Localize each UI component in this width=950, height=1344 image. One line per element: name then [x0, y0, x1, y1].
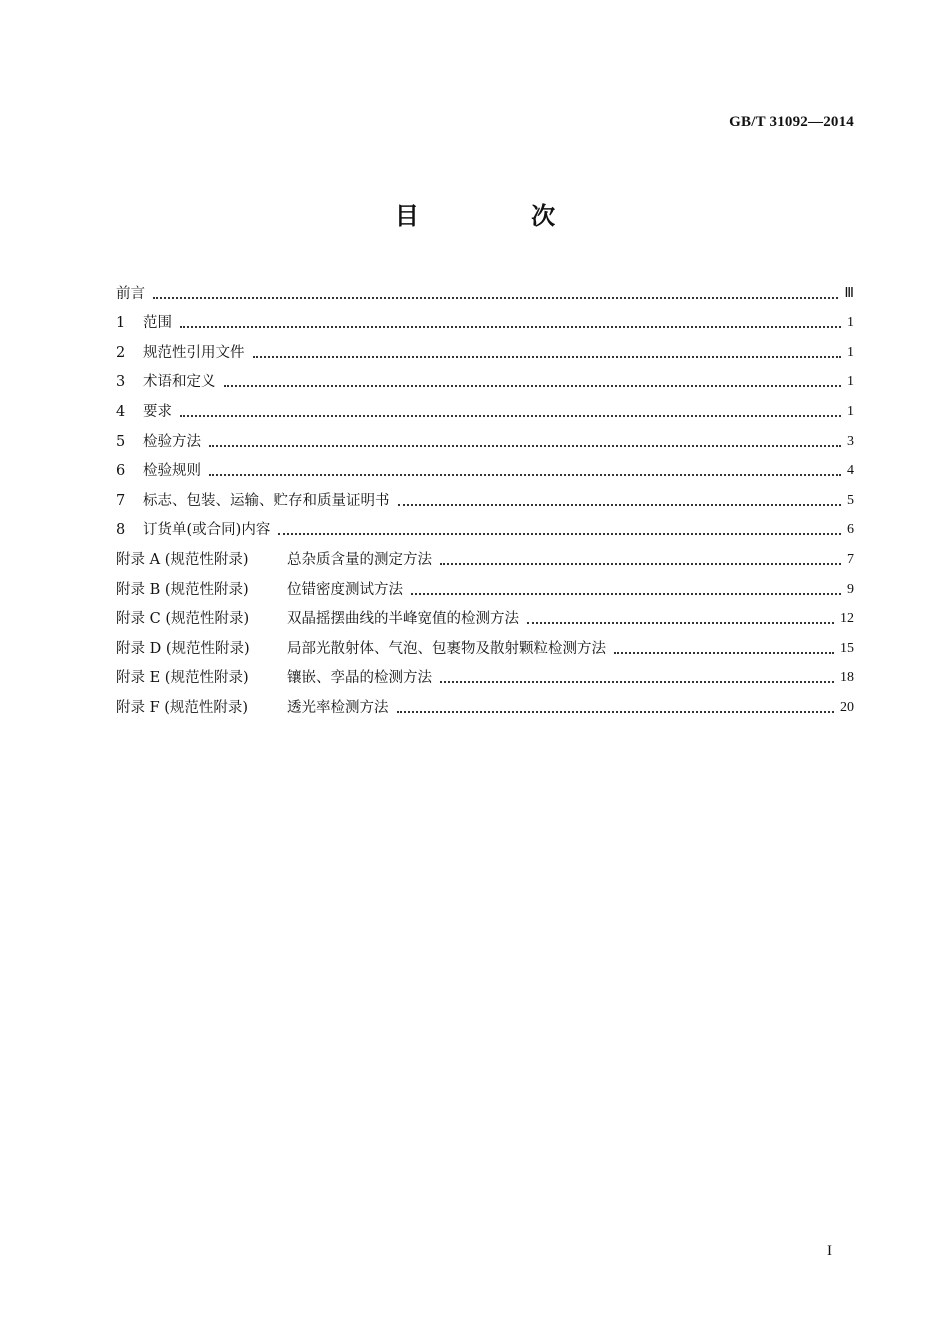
toc-entry-annex-label: 附录 D (规范性附录) [116, 640, 250, 657]
toc-entry-title: 订货单(或合同)内容 [143, 522, 271, 539]
toc-entry-title: 检验规则 [143, 463, 201, 480]
toc-entry-5[interactable] [116, 422, 854, 452]
toc-entry-page: 18 [840, 670, 854, 686]
toc-entry-label [116, 668, 432, 688]
toc-entry-title: 标志、包装、运输、贮存和质量证明书 [143, 492, 390, 509]
toc-entry-title: 位错密度测试方法 [287, 581, 403, 598]
toc-entry-title: 要求 [143, 403, 172, 420]
toc-entry-annex-label: 附录 F (规范性附录) [116, 699, 249, 716]
toc-entry-page: 1 [847, 403, 854, 419]
toc-entry-label [116, 432, 201, 452]
toc-entry-page: Ⅲ [844, 285, 854, 301]
toc-leader-dots [224, 385, 842, 387]
toc-entry-label [116, 698, 389, 718]
page-number: I [827, 1243, 832, 1259]
toc-entry-title: 前言 [116, 285, 145, 302]
toc-entry-annex-b[interactable] [116, 570, 854, 600]
toc-leader-dots [278, 533, 841, 535]
toc-entry-label [116, 284, 145, 304]
toc-entry-title: 范围 [143, 315, 172, 332]
toc-entry-annex-a[interactable] [116, 540, 854, 570]
standard-code: GB/T 31092—2014 [729, 114, 854, 130]
toc-entry-page: 1 [847, 315, 854, 331]
toc-entry-annex-label: 附录 A (规范性附录) [116, 551, 249, 568]
toc-entry-annex-label: 附录 E (规范性附录) [116, 670, 249, 687]
toc-entry-page: 20 [840, 699, 854, 715]
toc-entry-annex-d[interactable] [116, 629, 854, 659]
toc-leader-dots [411, 593, 841, 595]
toc-entry-6[interactable] [116, 452, 854, 482]
toc-entry-number: 8 [116, 522, 126, 539]
toc-entry-label [116, 639, 606, 659]
toc-entry-page: 1 [847, 374, 854, 390]
table-of-contents [116, 274, 854, 718]
toc-entry-foreword[interactable] [116, 274, 854, 304]
toc-leader-dots [398, 504, 842, 506]
toc-entry-4[interactable] [116, 392, 854, 422]
toc-entry-title: 规范性引用文件 [143, 344, 245, 361]
toc-entry-title: 术语和定义 [143, 374, 216, 391]
toc-entry-label [116, 372, 216, 392]
toc-leader-dots [180, 326, 841, 328]
toc-entry-number: 3 [116, 374, 126, 391]
toc-leader-dots [527, 622, 834, 624]
toc-entry-label [116, 580, 403, 600]
toc-leader-dots [180, 415, 841, 417]
toc-entry-title: 检验方法 [143, 433, 201, 450]
toc-leader-dots [153, 297, 838, 299]
toc-entry-number: 1 [116, 315, 126, 332]
toc-entry-number: 6 [116, 463, 126, 480]
toc-entry-label [116, 550, 432, 570]
toc-leader-dots [209, 445, 841, 447]
toc-leader-dots [397, 711, 835, 713]
toc-entry-annex-label: 附录 B (规范性附录) [116, 581, 249, 598]
toc-entry-page: 3 [847, 433, 854, 449]
toc-title: 目 次 [394, 202, 608, 230]
toc-entry-number: 4 [116, 403, 126, 420]
toc-entry-page: 7 [847, 551, 854, 567]
toc-entry-number: 2 [116, 344, 126, 361]
toc-entry-annex-e[interactable] [116, 659, 854, 689]
toc-entry-label [116, 609, 519, 629]
toc-entry-2[interactable] [116, 333, 854, 363]
toc-entry-title: 双晶摇摆曲线的半峰宽值的检测方法 [287, 611, 519, 628]
toc-entry-label [116, 520, 270, 540]
toc-entry-page: 1 [847, 344, 854, 360]
toc-entry-title: 镶嵌、孪晶的检测方法 [287, 670, 432, 687]
toc-entry-number: 7 [116, 492, 126, 509]
toc-entry-annex-c[interactable] [116, 600, 854, 630]
toc-entry-page: 6 [847, 522, 854, 538]
toc-entry-page: 12 [840, 611, 854, 627]
toc-entry-3[interactable] [116, 363, 854, 393]
toc-entry-page: 4 [847, 463, 854, 479]
toc-leader-dots [253, 356, 842, 358]
toc-entry-label [116, 343, 245, 363]
toc-leader-dots [209, 474, 841, 476]
toc-entry-title: 总杂质含量的测定方法 [287, 551, 432, 568]
toc-entry-title: 透光率检测方法 [287, 699, 389, 716]
toc-entry-label [116, 402, 172, 422]
toc-entry-title: 局部光散射体、气泡、包裹物及散射颗粒检测方法 [287, 640, 606, 657]
toc-entry-label [116, 461, 201, 481]
toc-leader-dots [440, 681, 834, 683]
toc-entry-7[interactable] [116, 481, 854, 511]
toc-leader-dots [440, 563, 841, 565]
toc-entry-8[interactable] [116, 511, 854, 541]
toc-entry-label [116, 313, 172, 333]
toc-leader-dots [614, 652, 834, 654]
toc-entry-page: 15 [840, 640, 854, 656]
toc-entry-label [116, 491, 390, 511]
toc-entry-page: 5 [847, 492, 854, 508]
toc-entry-page: 9 [847, 581, 854, 597]
toc-entry-1[interactable] [116, 304, 854, 334]
toc-entry-annex-label: 附录 C (规范性附录) [116, 611, 250, 628]
toc-entry-number: 5 [116, 433, 126, 450]
toc-entry-annex-f[interactable] [116, 688, 854, 718]
